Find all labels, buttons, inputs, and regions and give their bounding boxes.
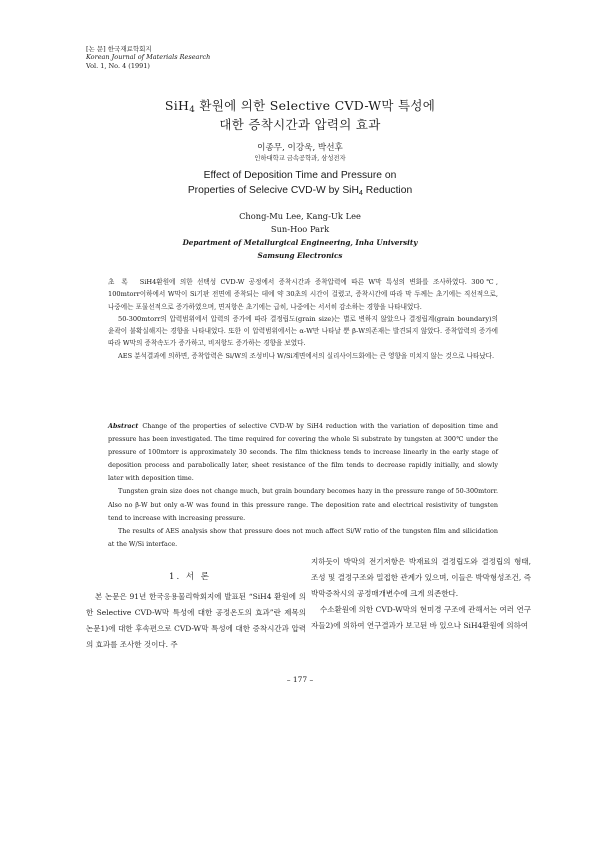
english-abstract-p2: Tungsten grain size does not change much, but grain boundary becomes hazy in the pressure range of 50-300mtorr. Also no β-W but only α-W was found in this pressure range. The deposition rate and electrical resistivity of tungsten tend to increase with increasing pressure. [108, 487, 498, 522]
journal-korean-name: [논 문] 한국재료학회지 [86, 45, 152, 53]
section-heading-introduction: 1. 서 론 [169, 572, 211, 582]
body-right-paragraph1: 지하듯이 박막의 전기저항은 박재료의 결정립도와 결정립의 형태, 조성 및 결정구조와 밀접한 관계가 있으며, 이들은 박막형성조건, 즉 박막증착시의 공정매개변수에 크게 의존한다. [311, 557, 531, 599]
journal-volume: Vol. 1, No. 4 (1991) [86, 61, 150, 70]
body-column-right [311, 554, 531, 634]
english-title-line2: Properties of Selecive CVD-W by SiH$_4$ Reduction [187, 185, 413, 197]
english-abstract-p1: Abstract Change of the properties of selective CVD-W by SiH4 reduction with the variation of deposition time and pressure has been investigated. The time required for covering the whole Si substrate by tungsten at 300℃ under the pressure of 100mtorr is approximately 30 seconds. The film thickness tends to increase linearly in the early stage of deposition process and parabolically later, sheet resistance of the film tends to decrease rapidly initially, and slowly later with deposition time. [108, 422, 498, 483]
korean-abstract-p2: 50-300mtorr의 압력범위에서 압력의 증가에 따라 결정립도(grain size)는 별로 변하지 않았으나 결정립계(grain boundary)의 윤곽이 불확실해지는 경향을 나타내었다. 또한 이 압력범위에서는 α-W만 나타날 뿐 β-W의존재는 발견되지 않았다. 증착압력의 증가에 따라 W막의 증착속도가 증가하고, 비저항도 증가하는 경향을 보였다. [108, 314, 498, 348]
korean-abstract [108, 276, 498, 362]
korean-title-line2: 대한 증착시간과 압력의 효과 [219, 117, 381, 132]
body-column-left [86, 589, 306, 653]
english-affiliation-line1: Department of Metallurgical Engineering, Inha University [182, 238, 418, 247]
korean-abstract-lead: 초록 [108, 278, 135, 286]
korean-abstract-p1: 초록 SiH4환원에 의한 선택성 CVD-W 공정에서 증착시간과 증착압력에 따른 W막 특성의 변화를 조사하였다. 300℃, 100mtorr이하에서 W막이 Si기판 전면에 증착되는 데에 약 30초의 시간이 걸렸고, 증착시간에 따라 막 두께는 초기에는 직선적으로, 나중에는 포물선적으로 증가하였으며, 면저항은 초기에는 급히, 나중에는 서서히 감소하는 경향을 나타내었다. [108, 278, 498, 311]
english-abstract [108, 420, 498, 551]
korean-title-line1: SiH$_4$ 환원에 의한 Selective CVD-W막 특성에 [164, 98, 436, 116]
body-right-paragraph2: 수소환원에 의한 CVD-W막의 현미경 구조에 관해서는 여러 연구자들2)에 의하여 연구결과가 보고된 바 있으나 SiH4환원에 의하여 [311, 605, 531, 631]
english-authors-line1: Chong-Mu Lee, Kang-Uk Lee [239, 211, 361, 221]
journal-english-name: Korean Journal of Materials Research [86, 53, 211, 62]
korean-affiliation: 인하대학교 금속공학과, 삼성전자 [254, 155, 346, 162]
english-abstract-p3: The results of AES analysis show that pressure does not much affect Si/W ratio of the tungsten film and silicidation at the W/Si interface. [108, 526, 498, 548]
english-affiliation-line2: Samsung Electronics [257, 251, 343, 260]
korean-authors: 이종무, 이강욱, 박선후 [257, 143, 343, 153]
journal-header [86, 45, 210, 70]
body-left-paragraph: 본 논문은 91년 한국응용물리학회지에 발표된 “SiH4 환원에 의한 Selective CVD-W막 특성에 대한 공정온도의 효과”란 제목의 논문1)에 대한 후속편으로 CVD-W막 특성에 대한 증착시간과 압력의 효과를 조사한 것이다. 주 [86, 592, 306, 650]
korean-abstract-p3: AES 분석결과에 의하면, 증착압력은 Si/W의 조성비나 W/Si계면에서의 실리사이드화에는 큰 영향을 미치지 않는 것으로 나타났다. [118, 351, 495, 360]
page-number: – 177 – [286, 675, 314, 684]
english-authors-line2: Sun-Hoo Park [270, 224, 330, 234]
english-title-line1: Effect of Deposition Time and Pressure on [203, 170, 397, 181]
english-abstract-lead: Abstract [108, 422, 139, 430]
